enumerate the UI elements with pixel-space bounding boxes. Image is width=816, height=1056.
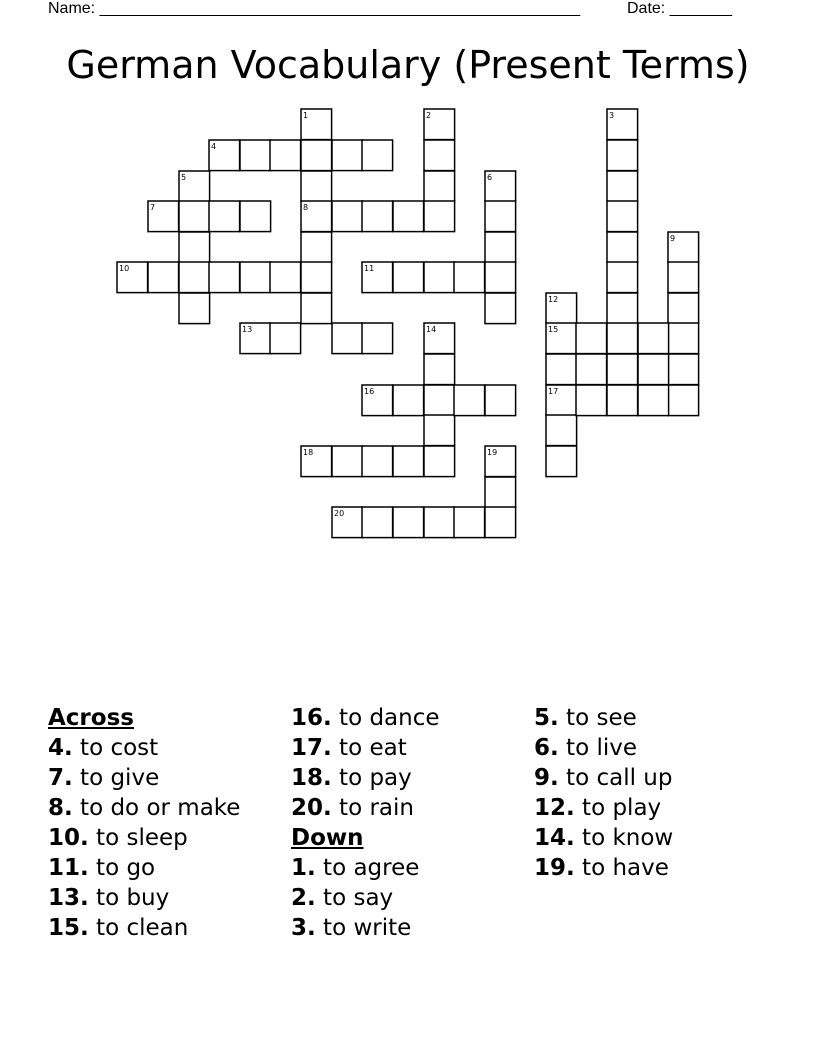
grid-cell[interactable] [485,232,516,263]
cell-number-16: 16 [364,387,375,396]
grid-cell[interactable] [607,293,638,324]
grid-cell[interactable] [179,262,210,293]
grid-cell[interactable] [668,385,699,416]
grid-cell[interactable] [668,354,699,385]
clue-down-5: 5. to see [534,705,637,731]
grid-cell[interactable] [668,323,699,354]
cell-number-6: 6 [487,173,493,182]
grid-cell[interactable] [607,232,638,263]
clue-column-2 [291,703,440,943]
grid-cell[interactable] [454,385,485,416]
cell-number-12: 12 [548,295,559,304]
grid-cell[interactable] [668,293,699,324]
clue-down-2: 2. to say [291,885,394,911]
grid-cell[interactable] [546,446,577,477]
grid-cell[interactable] [424,507,455,538]
grid-cell[interactable] [454,262,485,293]
grid-cell[interactable] [576,354,607,385]
clue-down-6: 6. to live [534,735,638,761]
grid-cell[interactable] [424,354,455,385]
grid-cell[interactable] [424,171,455,202]
grid-cell[interactable] [332,201,363,232]
down-heading: Down [291,825,364,851]
cell-number-14: 14 [426,325,437,334]
cell-number-9: 9 [670,234,676,243]
grid-cell[interactable] [607,262,638,293]
grid-cell[interactable] [362,323,393,354]
grid-cell[interactable] [424,385,455,416]
cell-number-19: 19 [487,448,498,457]
grid-cell[interactable] [332,140,363,171]
grid-cell[interactable] [424,201,455,232]
grid-cell[interactable] [546,354,577,385]
across-heading: Across [48,705,134,731]
grid-cell[interactable] [607,323,638,354]
clue-down-14: 14. to know [534,825,674,851]
grid-cell[interactable] [270,323,301,354]
grid-cell[interactable] [485,201,516,232]
clue-across-4: 4. to cost [48,735,159,761]
grid-cell[interactable] [607,385,638,416]
grid-cell[interactable] [209,201,240,232]
grid-cell[interactable] [607,140,638,171]
grid-cell[interactable] [393,385,424,416]
clue-down-9: 9. to call up [534,765,673,791]
clue-across-10: 10. to sleep [48,825,188,851]
grid-cell[interactable] [485,385,516,416]
grid-cell[interactable] [576,323,607,354]
cell-number-2: 2 [426,111,432,120]
grid-cell[interactable] [332,446,363,477]
clue-across-13: 13. to buy [48,885,170,911]
cell-number-15: 15 [548,325,559,334]
clue-column-1 [48,703,240,943]
grid-cell[interactable] [362,446,393,477]
grid-cell[interactable] [393,446,424,477]
cell-number-20: 20 [334,509,345,518]
grid-cell[interactable] [424,446,455,477]
cell-number-4: 4 [211,142,217,151]
grid-cell[interactable] [362,140,393,171]
grid-cell[interactable] [576,385,607,416]
grid-cell[interactable] [179,201,210,232]
clue-across-7: 7. to give [48,765,160,791]
cell-number-18: 18 [303,448,314,457]
clue-down-1: 1. to agree [291,855,420,881]
grid-cell[interactable] [546,415,577,446]
clue-down-12: 12. to play [534,795,662,821]
page-title: German Vocabulary (Present Terms) [66,43,750,87]
grid-cell[interactable] [485,507,516,538]
grid-cell[interactable] [393,507,424,538]
grid-cell[interactable] [638,354,669,385]
clue-down-3: 3. to write [291,915,412,941]
grid-cell[interactable] [485,293,516,324]
grid-cell[interactable] [179,293,210,324]
grid-cell[interactable] [638,323,669,354]
grid-cell[interactable] [393,262,424,293]
name-field-label: Name: ______________________________________________________ [48,0,581,17]
cell-number-7: 7 [150,203,156,212]
grid-cell[interactable] [332,323,363,354]
clue-across-17: 17. to eat [291,735,407,761]
grid-cell[interactable] [607,171,638,202]
clue-column-3 [534,703,673,883]
grid-cell[interactable] [270,262,301,293]
grid-cell[interactable] [301,171,332,202]
cell-number-3: 3 [609,111,615,120]
clue-across-11: 11. to go [48,855,156,881]
clue-down-19: 19. to have [534,855,669,881]
grid-cell[interactable] [485,262,516,293]
grid-cell[interactable] [240,201,271,232]
grid-cell[interactable] [362,507,393,538]
grid-cell[interactable] [240,262,271,293]
grid-cell[interactable] [454,507,485,538]
grid-cell[interactable] [638,385,669,416]
cell-number-11: 11 [364,264,375,273]
cell-number-17: 17 [548,387,559,396]
cell-number-10: 10 [119,264,130,273]
clue-across-8: 8. to do or make [48,795,241,821]
grid-cell[interactable] [485,477,516,508]
cell-number-8: 8 [303,203,309,212]
cell-number-1: 1 [303,111,309,120]
grid-cell[interactable] [148,262,179,293]
cell-number-5: 5 [181,173,187,182]
clue-across-20: 20. to rain [291,795,414,821]
clue-across-16: 16. to dance [291,705,440,731]
grid-cell[interactable] [668,262,699,293]
grid-cell[interactable] [240,140,271,171]
grid-cell[interactable] [179,232,210,263]
grid-cell[interactable] [607,201,638,232]
grid-cell[interactable] [393,201,424,232]
grid-cell[interactable] [607,354,638,385]
grid-cell[interactable] [301,232,332,263]
cell-number-13: 13 [242,325,253,334]
grid-cell[interactable] [209,262,240,293]
grid-cell[interactable] [301,262,332,293]
grid-cell[interactable] [301,140,332,171]
grid-cell[interactable] [424,140,455,171]
grid-cell[interactable] [362,201,393,232]
date-field-label: Date: _______ [627,0,732,17]
grid-cell[interactable] [424,262,455,293]
grid-cell[interactable] [270,140,301,171]
grid-cell[interactable] [424,415,455,446]
grid-cell[interactable] [301,293,332,324]
clue-across-18: 18. to pay [291,765,412,791]
clue-across-15: 15. to clean [48,915,189,941]
